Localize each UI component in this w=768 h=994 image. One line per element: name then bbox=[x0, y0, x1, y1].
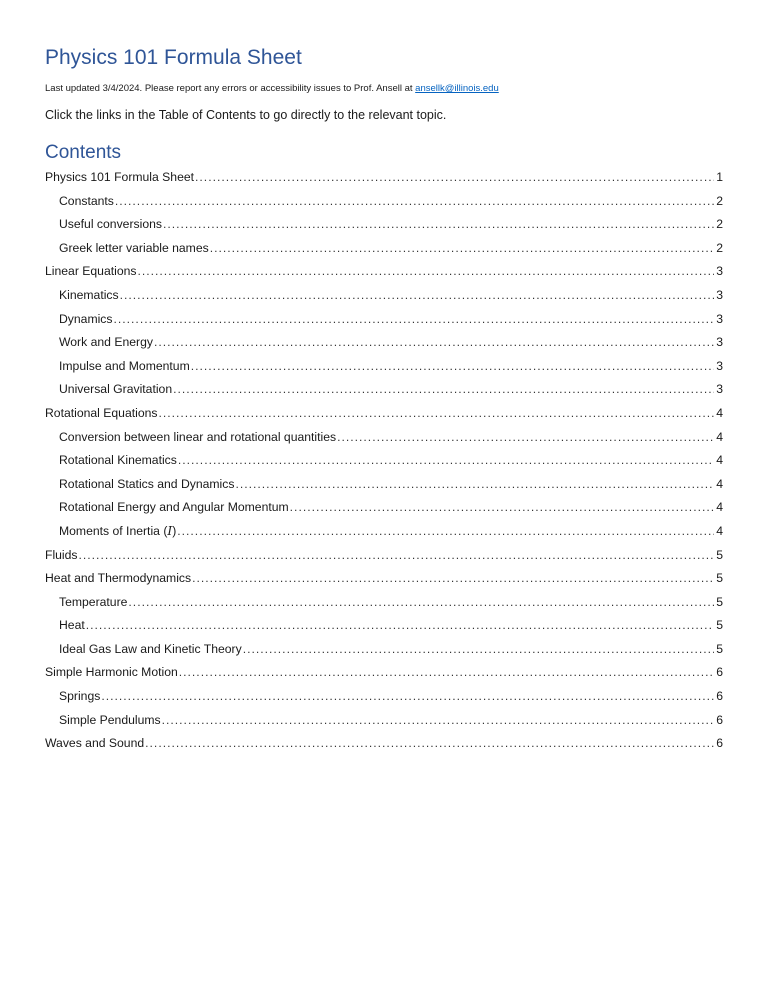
toc-dot-leader bbox=[177, 521, 714, 541]
toc-page-number[interactable]: 3 bbox=[716, 287, 723, 302]
toc-entry-label[interactable] bbox=[59, 450, 177, 470]
toc-page-number[interactable]: 4 bbox=[716, 429, 723, 444]
toc-entry-label[interactable] bbox=[59, 497, 289, 517]
email-link[interactable]: ansellk@illinois.edu bbox=[415, 83, 499, 94]
toc-dot-leader bbox=[178, 450, 714, 470]
toc-page-number[interactable]: 2 bbox=[716, 193, 723, 208]
toc-entry[interactable] bbox=[45, 566, 723, 590]
toc-entry-label[interactable] bbox=[59, 639, 242, 659]
toc-entry-label[interactable] bbox=[45, 167, 194, 187]
toc-page-number[interactable]: 6 bbox=[716, 689, 723, 704]
last-updated-note bbox=[45, 83, 499, 95]
toc-entry-label[interactable] bbox=[59, 521, 176, 541]
toc-dot-leader bbox=[120, 285, 715, 305]
toc-entry-label[interactable] bbox=[59, 356, 190, 376]
toc-entry[interactable] bbox=[45, 165, 723, 189]
toc-entry-label-text: Waves and Sound bbox=[45, 736, 145, 751]
toc-entry[interactable] bbox=[45, 354, 723, 378]
toc-entry-label-text: Rotational Energy and Angular Momentum bbox=[59, 500, 289, 515]
toc-entry[interactable] bbox=[45, 236, 723, 260]
toc-page-number[interactable]: 5 bbox=[716, 641, 723, 656]
toc-entry-label-text: Physics 101 Formula Sheet bbox=[45, 170, 195, 184]
toc-page-number[interactable]: 3 bbox=[716, 335, 723, 350]
toc-entry[interactable] bbox=[45, 189, 723, 213]
toc-dot-leader bbox=[243, 639, 715, 659]
toc-entry-label-symbol: I bbox=[167, 523, 173, 538]
toc-dot-leader bbox=[163, 214, 714, 234]
toc-page-number[interactable]: 2 bbox=[716, 217, 723, 232]
toc-entry-label-text: Dynamics bbox=[59, 311, 113, 326]
toc-entry[interactable] bbox=[45, 590, 723, 614]
toc-entry-label[interactable] bbox=[59, 379, 172, 399]
document-title: Physics 101 Formula Sheet bbox=[45, 46, 302, 69]
toc-entry[interactable] bbox=[45, 543, 723, 567]
toc-entry-label-text: Temperature bbox=[59, 594, 128, 609]
toc-entry[interactable] bbox=[45, 448, 723, 472]
toc-dot-leader bbox=[128, 592, 714, 612]
toc-entry-label-text: Conversion between linear and rotational quantities bbox=[59, 429, 337, 444]
toc-entry-label-text: Simple Harmonic Motion bbox=[45, 665, 178, 680]
toc-dot-leader bbox=[192, 568, 714, 588]
toc-entry-label-text: Greek letter variable names bbox=[59, 240, 209, 255]
toc-entry[interactable] bbox=[45, 731, 723, 755]
toc-dot-leader bbox=[210, 238, 715, 258]
toc-entry-label[interactable] bbox=[59, 214, 162, 234]
toc-dot-leader bbox=[173, 379, 714, 399]
toc-entry-label-text: Simple Pendulums bbox=[59, 712, 161, 727]
toc-dot-leader bbox=[337, 427, 714, 447]
toc-dot-leader bbox=[137, 261, 714, 281]
toc-entry-label[interactable] bbox=[59, 615, 85, 635]
toc-dot-leader bbox=[79, 545, 715, 565]
toc-entry[interactable] bbox=[45, 472, 723, 496]
toc-page-number[interactable]: 3 bbox=[716, 382, 723, 397]
toc-entry-label-text: Constants bbox=[59, 193, 114, 208]
toc-entry-label[interactable] bbox=[59, 332, 153, 352]
toc-dot-leader bbox=[195, 167, 714, 187]
toc-entry-label[interactable] bbox=[45, 568, 191, 588]
toc-entry[interactable] bbox=[45, 377, 723, 401]
toc-entry[interactable] bbox=[45, 660, 723, 684]
toc-dot-leader bbox=[114, 309, 715, 329]
toc-entry-label-suffix: ) bbox=[172, 523, 177, 538]
toc-entry-label[interactable] bbox=[45, 662, 178, 682]
toc-dot-leader bbox=[115, 191, 714, 211]
toc-page-number[interactable]: 3 bbox=[716, 358, 723, 373]
toc-entry[interactable] bbox=[45, 613, 723, 637]
toc-dot-leader bbox=[145, 733, 714, 753]
toc-entry-label-text: Ideal Gas Law and Kinetic Theory bbox=[59, 641, 242, 656]
toc-dot-leader bbox=[158, 403, 714, 423]
toc-entry[interactable] bbox=[45, 684, 723, 708]
toc-entry-label[interactable] bbox=[45, 545, 78, 565]
toc-dot-leader bbox=[290, 497, 715, 517]
toc-entry[interactable] bbox=[45, 307, 723, 331]
toc-page-number[interactable]: 5 bbox=[716, 618, 723, 633]
toc-entry[interactable] bbox=[45, 330, 723, 354]
toc-entry[interactable] bbox=[45, 283, 723, 307]
toc-entry-label-text: Heat bbox=[59, 618, 85, 633]
toc-entry[interactable] bbox=[45, 259, 723, 283]
toc-entry-label-text: Useful conversions bbox=[59, 217, 162, 232]
contents-heading: Contents bbox=[45, 142, 122, 163]
toc-instruction: Click the links in the Table of Contents to go directly to the relevant topic. bbox=[45, 108, 447, 122]
toc-entry[interactable] bbox=[45, 212, 723, 236]
toc-page-number[interactable]: 6 bbox=[716, 665, 723, 680]
toc-page-number[interactable]: 4 bbox=[716, 453, 723, 468]
toc-page-number[interactable]: 3 bbox=[716, 264, 723, 279]
toc-entry[interactable] bbox=[45, 495, 723, 519]
toc-dot-leader bbox=[86, 615, 714, 635]
toc-entry-label-text: Linear Equations bbox=[45, 264, 137, 279]
toc-page-number[interactable]: 5 bbox=[716, 571, 723, 586]
toc-page-number[interactable]: 1 bbox=[716, 170, 723, 184]
toc-entry-label[interactable] bbox=[59, 427, 336, 447]
toc-entry-label[interactable] bbox=[45, 261, 136, 281]
toc-entry[interactable] bbox=[45, 425, 723, 449]
toc-entry-label[interactable] bbox=[59, 309, 113, 329]
toc-page-number[interactable]: 4 bbox=[716, 405, 723, 420]
toc-page-number[interactable]: 4 bbox=[716, 523, 723, 538]
toc-entry[interactable] bbox=[45, 708, 723, 732]
toc-entry[interactable] bbox=[45, 401, 723, 425]
toc-page-number[interactable]: 6 bbox=[716, 712, 723, 727]
toc-entry-label-text: Work and Energy bbox=[59, 335, 153, 350]
toc-page-number[interactable]: 2 bbox=[716, 240, 723, 255]
toc-entry-label-text: Universal Gravitation bbox=[59, 382, 173, 397]
toc-entry[interactable] bbox=[45, 637, 723, 661]
toc-dot-leader bbox=[235, 474, 714, 494]
toc-entry-label-text: Rotational Statics and Dynamics bbox=[59, 476, 235, 491]
toc-dot-leader bbox=[191, 356, 714, 376]
toc-page-number[interactable]: 5 bbox=[716, 594, 723, 609]
toc-entry-label[interactable] bbox=[59, 191, 114, 211]
toc-dot-leader bbox=[101, 686, 714, 706]
toc-entry[interactable] bbox=[45, 519, 723, 543]
toc-entry-label-text: Springs bbox=[59, 689, 101, 704]
toc-entry-label[interactable] bbox=[59, 710, 161, 730]
last-updated-text: Last updated 3/4/2024. Please report any errors or accessibility issues to Prof. Ansell at bbox=[45, 83, 416, 94]
toc-dot-leader bbox=[154, 332, 714, 352]
toc-page-number[interactable]: 4 bbox=[716, 476, 723, 491]
toc-entry-label-text: Kinematics bbox=[59, 287, 119, 302]
toc-entry-label-text: Impulse and Momentum bbox=[59, 358, 190, 373]
toc-page-number[interactable]: 6 bbox=[716, 736, 723, 751]
toc-entry-label-text: Fluids bbox=[45, 547, 78, 562]
toc-entry-label[interactable] bbox=[59, 285, 119, 305]
toc-entry-label[interactable] bbox=[45, 403, 157, 423]
toc-page-number[interactable]: 5 bbox=[716, 547, 723, 562]
toc-entry-label-text: Rotational Equations bbox=[45, 405, 158, 420]
toc-page-number[interactable]: 4 bbox=[716, 500, 723, 515]
toc-entry-label-text: Moments of Inertia ( bbox=[59, 523, 168, 538]
table-of-contents bbox=[45, 165, 723, 755]
toc-entry-label[interactable] bbox=[59, 238, 209, 258]
toc-dot-leader bbox=[162, 710, 715, 730]
toc-entry-label[interactable] bbox=[45, 733, 144, 753]
toc-entry-label-text: Heat and Thermodynamics bbox=[45, 571, 192, 586]
toc-entry-label[interactable] bbox=[59, 592, 127, 612]
toc-entry-label[interactable] bbox=[59, 686, 100, 706]
toc-entry-label[interactable] bbox=[59, 474, 234, 494]
toc-dot-leader bbox=[179, 662, 714, 682]
toc-entry-label-text: Rotational Kinematics bbox=[59, 453, 177, 468]
toc-page-number[interactable]: 3 bbox=[716, 311, 723, 326]
